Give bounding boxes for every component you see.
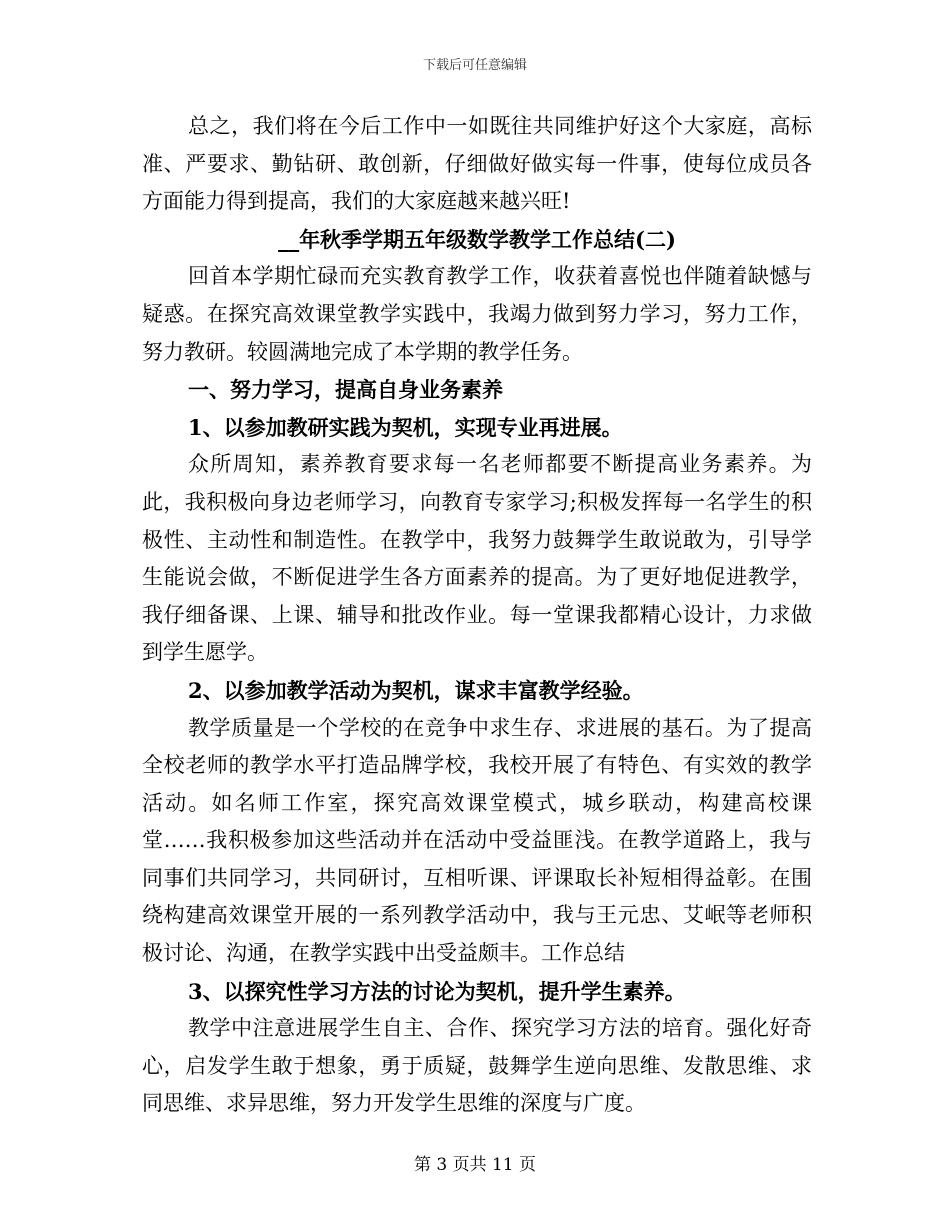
- subsection-3-paragraph: 教学中注意进展学生自主、合作、探究学习方法的培育。强化好奇心，启发学生敢于想象，勇于质疑，鼓舞学生逆向思维、发散思维、求同思维、求异思维，努力开发学生思维的深度与广度。: [142, 1016, 812, 1116]
- subsection-2-paragraph: 教学质量是一个学校的在竞争中求生存、求进展的基石。为了提高全校老师的教学水平打造品牌学校，我校开展了有特色、有实效的教学活动。如名师工作室，探究高效课堂模式，城乡联动，构建高校课堂……我积极参加这些活动并在活动中受益匪浅。在教学道路上，我与同事们共同学习，共同研讨，互相听课、评课取长补短相得益彰。在围绕构建高效课堂开展的一系列教学活动中，我与王元忠、艾岷等老师积极讨论、沟通，在教学实践中出受益颇丰。工作总结: [142, 715, 812, 966]
- document-title: __年秋季学期五年级数学教学工作总结(二): [278, 226, 676, 252]
- document-body: [142, 108, 812, 1123]
- page-footer: 第 3 页共 11 页: [413, 1155, 537, 1175]
- opening-paragraph: 回首本学期忙碌而充实教育教学工作，收获着喜悦也伴随着缺憾与疑惑。在探究高效课堂教学实践中，我竭力做到努力学习，努力工作，努力教研。较圆满地完成了本学期的教学任务。: [142, 264, 812, 364]
- page-header: 下载后可任意编辑: [422, 58, 527, 73]
- section-heading-1: 一、努力学习，提高自身业务素养: [188, 377, 503, 403]
- subheading-3: 3、以探究性学习方法的讨论为契机，提升学生素养。: [188, 978, 686, 1004]
- subheading-2: 2、以参加教学活动为契机，谋求丰富教学经验。: [188, 677, 644, 703]
- subheading-1: 1、以参加教研实践为契机，实现专业再进展。: [188, 414, 623, 440]
- subsection-1-paragraph: 众所周知，素养教育要求每一名老师都要不断提高业务素养。为此，我积极向身边老师学习，向教育专家学习;积极发挥每一名学生的积极性、主动性和制造性。在教学中，我努力鼓舞学生敢说敢为，引导学生能说会做，不断促进学生各方面素养的提高。为了更好地促进教学，我仔细备课、上课、辅导和批改作业。每一堂课我都精心设计，力求做到学生愿学。: [142, 452, 812, 665]
- intro-paragraph: 总之，我们将在今后工作中一如既往共同维护好这个大家庭，高标准、严要求、勤钻研、敢创新，仔细做好做实每一件事，使每位成员各方面能力得到提高，我们的大家庭越来越兴旺!: [142, 114, 812, 214]
